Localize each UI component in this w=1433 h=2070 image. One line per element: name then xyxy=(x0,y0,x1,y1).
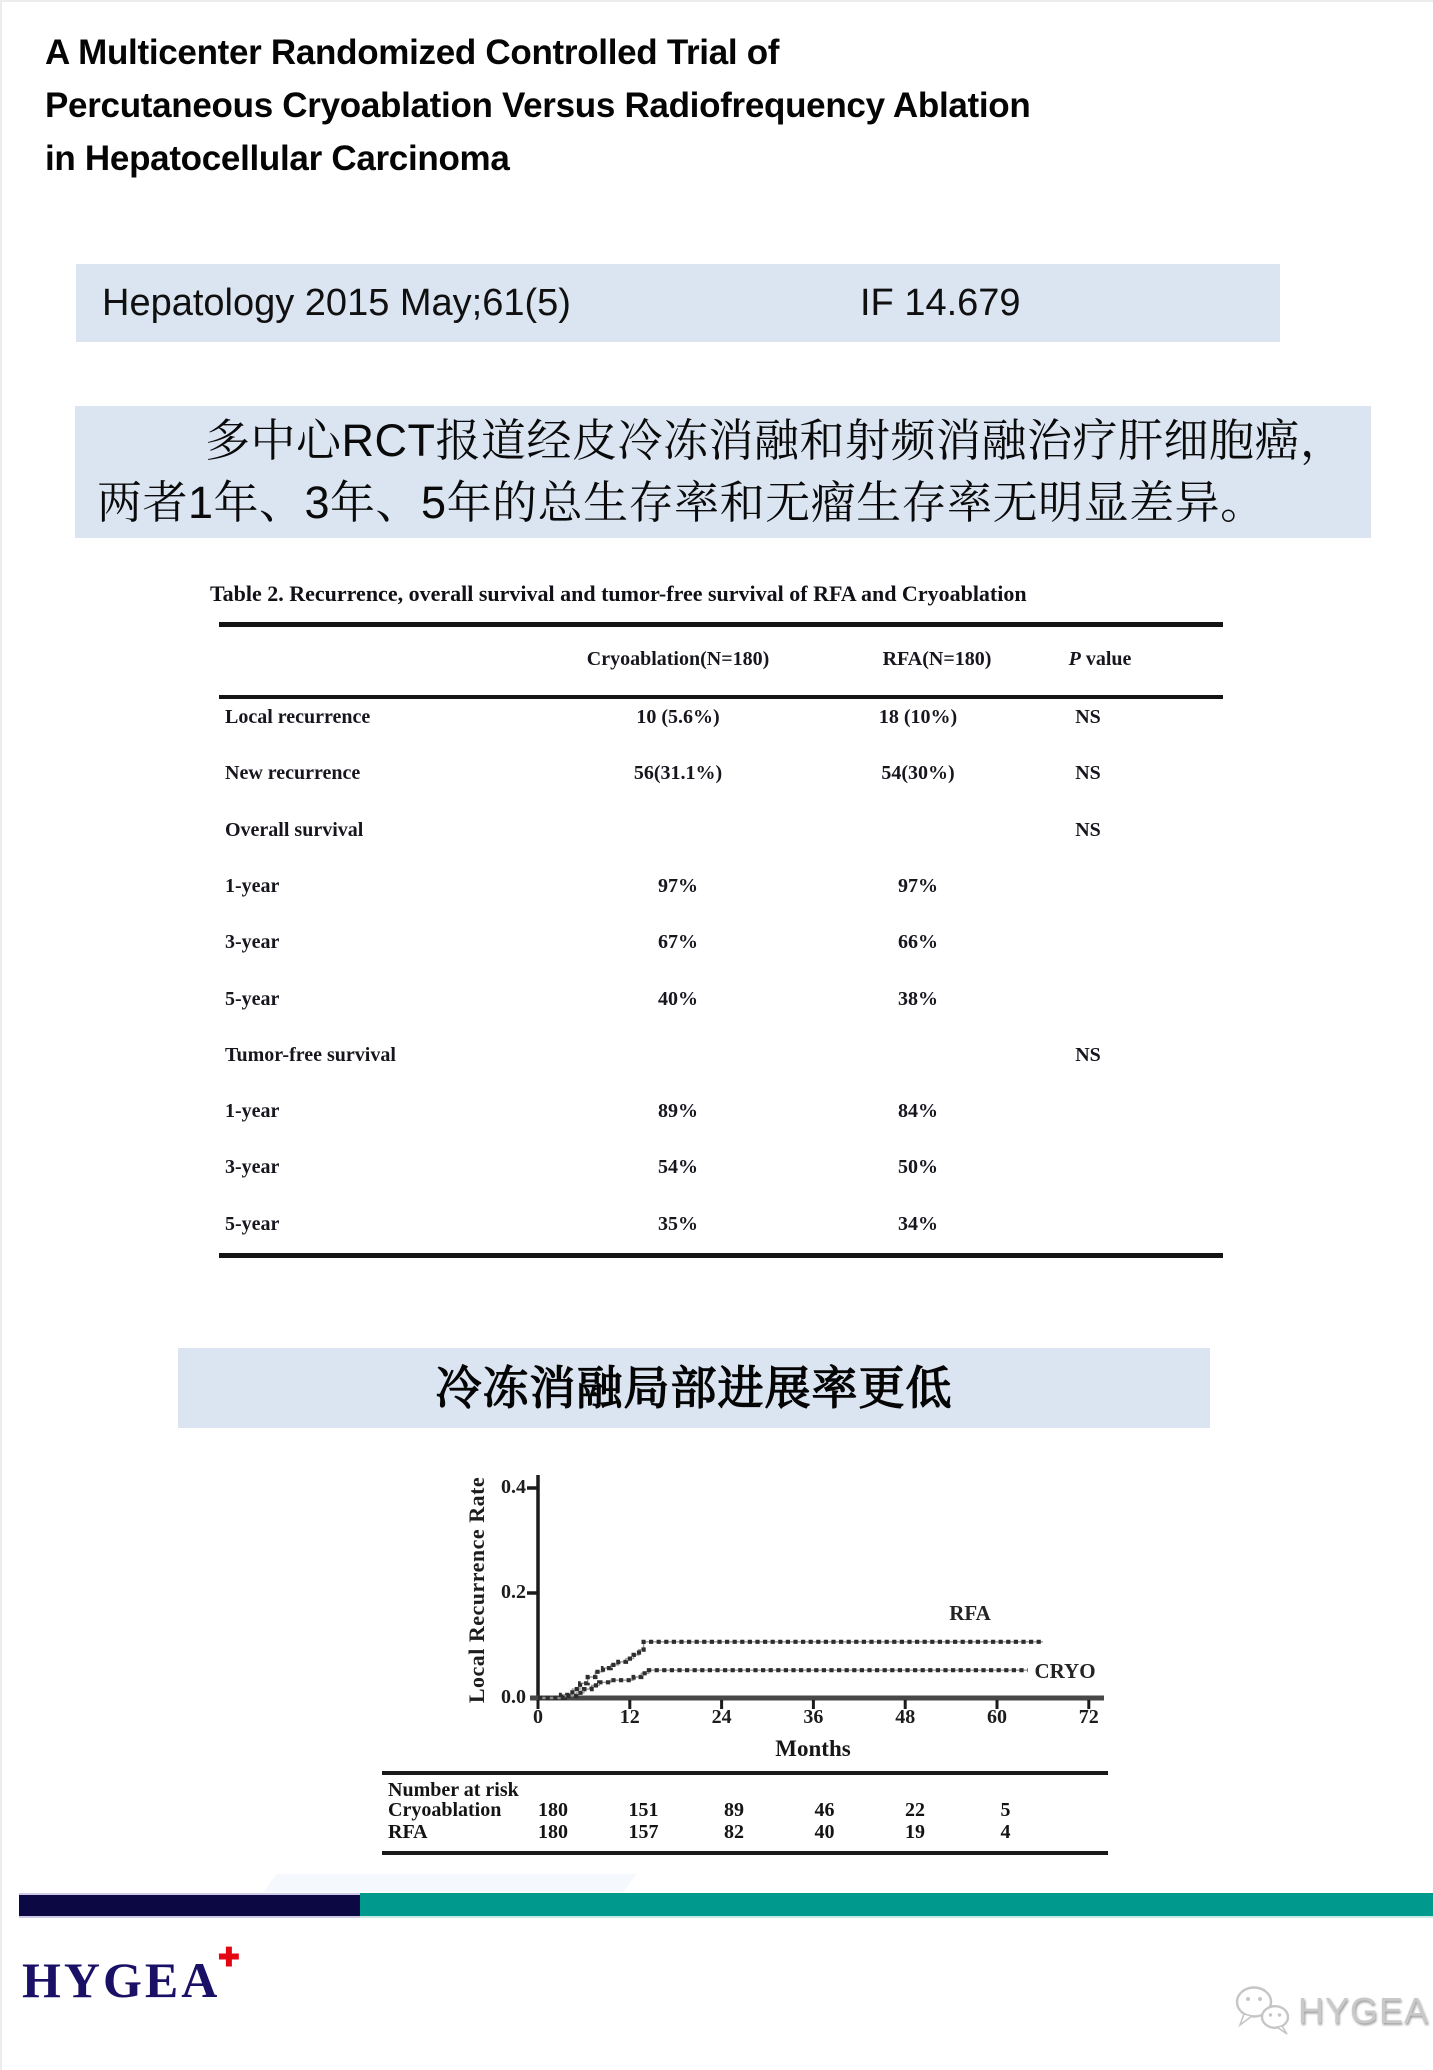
risk-value: 82 xyxy=(724,1821,744,1843)
journal-banner xyxy=(76,264,1280,342)
title-line-1: A Multicenter Randomized Controlled Trial of xyxy=(45,33,780,72)
risk-table-rule-bottom xyxy=(382,1851,1108,1855)
table-row-label: New recurrence xyxy=(225,762,361,785)
x-axis-label: Months xyxy=(775,1736,851,1761)
table-cell-cryo: 54% xyxy=(658,1156,698,1179)
table-cell-cryo: 89% xyxy=(658,1100,698,1123)
risk-value: 22 xyxy=(905,1799,925,1821)
table-row-label: 3-year xyxy=(225,1156,280,1179)
table-cell-pvalue: NS xyxy=(1075,818,1101,841)
risk-table-title: Number at risk xyxy=(388,1779,519,1801)
slide-edge-top xyxy=(0,0,1433,2)
summary-line-2: 两者1年、3年、5年的总生存率和无瘤生存率无明显差异。 xyxy=(97,477,1266,528)
table-header-pvalue xyxy=(1040,648,1160,671)
x-tick-label: 60 xyxy=(987,1706,1007,1728)
table-cell-cryo: 35% xyxy=(658,1212,698,1235)
red-cross-icon: ✚ xyxy=(218,1942,240,1972)
risk-table-rule-top xyxy=(382,1771,1108,1775)
y-tick-label: 0.2 xyxy=(501,1581,526,1603)
impact-factor: IF 14.679 xyxy=(860,282,1021,324)
table-row-label: 5-year xyxy=(225,987,280,1010)
watermark-text: HYGEA xyxy=(1298,1990,1430,2031)
table-cell-rfa: 34% xyxy=(898,1212,938,1235)
y-tick-label: 0.4 xyxy=(501,1476,526,1498)
risk-value: 157 xyxy=(628,1821,659,1843)
table-row-label: 3-year xyxy=(225,931,280,954)
x-tick-label: 24 xyxy=(711,1706,732,1728)
pvalue-p: P xyxy=(1068,648,1081,670)
table-cell-cryo: 56(31.1%) xyxy=(633,762,723,785)
table-rule-top xyxy=(219,622,1223,627)
summary-banner xyxy=(75,406,1371,538)
chart-title-banner xyxy=(178,1348,1210,1428)
chart-title-text: 冷冻消融局部进展率更低 xyxy=(435,1362,953,1414)
risk-value: 5 xyxy=(1000,1799,1011,1821)
hygea-logo: HYGEA xyxy=(22,1952,221,2008)
table-cell-cryo: 97% xyxy=(658,874,698,897)
table-row-label: 5-year xyxy=(225,1212,280,1235)
title-line-3: in Hepatocellular Carcinoma xyxy=(45,139,510,178)
risk-value: 46 xyxy=(814,1799,835,1821)
y-axis-label: Local Recurrence Rate xyxy=(464,1476,489,1704)
table-rule-header xyxy=(219,695,1223,699)
table-rule-bottom xyxy=(219,1253,1223,1258)
series-label-rfa: RFA xyxy=(949,1601,991,1625)
x-tick-label: 36 xyxy=(803,1706,824,1728)
table-cell-rfa: 66% xyxy=(898,931,938,954)
footer-bar-teal xyxy=(360,1893,1433,1918)
table-cell-rfa: 18 (10%) xyxy=(878,706,958,728)
table-cell-rfa: 54(30%) xyxy=(881,762,955,785)
footer-bar-navy xyxy=(19,1893,360,1918)
table-cell-cryo: 67% xyxy=(658,931,698,954)
table-cell-pvalue: NS xyxy=(1075,762,1101,785)
table-row-label: Local recurrence xyxy=(225,706,371,728)
pvalue-rest: value xyxy=(1080,648,1132,670)
journal-citation: Hepatology 2015 May;61(5) xyxy=(102,282,571,324)
table-cell-rfa: 84% xyxy=(898,1100,938,1123)
table-row-label: 1-year xyxy=(225,1100,280,1123)
table-cell-pvalue: NS xyxy=(1075,1043,1101,1066)
x-tick-label: 0 xyxy=(533,1706,543,1728)
title-line-2: Percutaneous Cryoablation Versus Radiofrequency Ablation xyxy=(45,86,1031,125)
risk-value: 180 xyxy=(538,1821,568,1843)
risk-value: 151 xyxy=(628,1799,659,1821)
page-title xyxy=(45,26,1205,185)
risk-value: 89 xyxy=(724,1799,744,1821)
y-tick-label: 0.0 xyxy=(501,1686,526,1708)
table-cell-rfa: 50% xyxy=(898,1156,938,1179)
table-header-rfa: RFA(N=180) xyxy=(882,648,992,670)
risk-value: 19 xyxy=(905,1821,925,1843)
table-row-label: Tumor-free survival xyxy=(225,1043,396,1066)
x-tick-label: 72 xyxy=(1078,1706,1099,1728)
table-header-cryoablation: Cryoablation(N=180) xyxy=(586,648,770,670)
risk-row-label: RFA xyxy=(388,1821,428,1843)
table-cell-rfa: 97% xyxy=(898,874,938,897)
risk-value: 4 xyxy=(1000,1821,1011,1843)
table-cell-pvalue: NS xyxy=(1075,706,1101,728)
x-tick-label: 12 xyxy=(619,1706,640,1728)
table-cell-rfa: 38% xyxy=(898,987,938,1010)
series-label-cryo: CRYO xyxy=(1034,1659,1096,1683)
slide-edge-left xyxy=(0,0,2,2070)
summary-line-1: 多中心RCT报道经皮冷冻消融和射频消融治疗肝细胞癌， xyxy=(205,415,1346,466)
table-row-label: 1-year xyxy=(225,874,280,897)
survival-curve-cryo xyxy=(538,1670,1028,1698)
table-row-label: Overall survival xyxy=(225,818,364,841)
table-cell-cryo: 10 (5.6%) xyxy=(636,706,720,728)
x-tick-label: 48 xyxy=(895,1706,916,1728)
table-cell-cryo: 40% xyxy=(658,987,698,1010)
table-caption: Table 2. Recurrence, overall survival and tumor-free survival of RFA and Cryoablation xyxy=(210,581,1027,606)
risk-value: 40 xyxy=(814,1821,835,1843)
footer-decoration xyxy=(264,1874,637,1892)
survival-curve-underline-cryo xyxy=(538,1670,1028,1698)
wechat-icon xyxy=(1232,1984,1294,2038)
risk-value: 180 xyxy=(538,1799,568,1821)
risk-row-label: Cryoablation xyxy=(388,1799,502,1821)
